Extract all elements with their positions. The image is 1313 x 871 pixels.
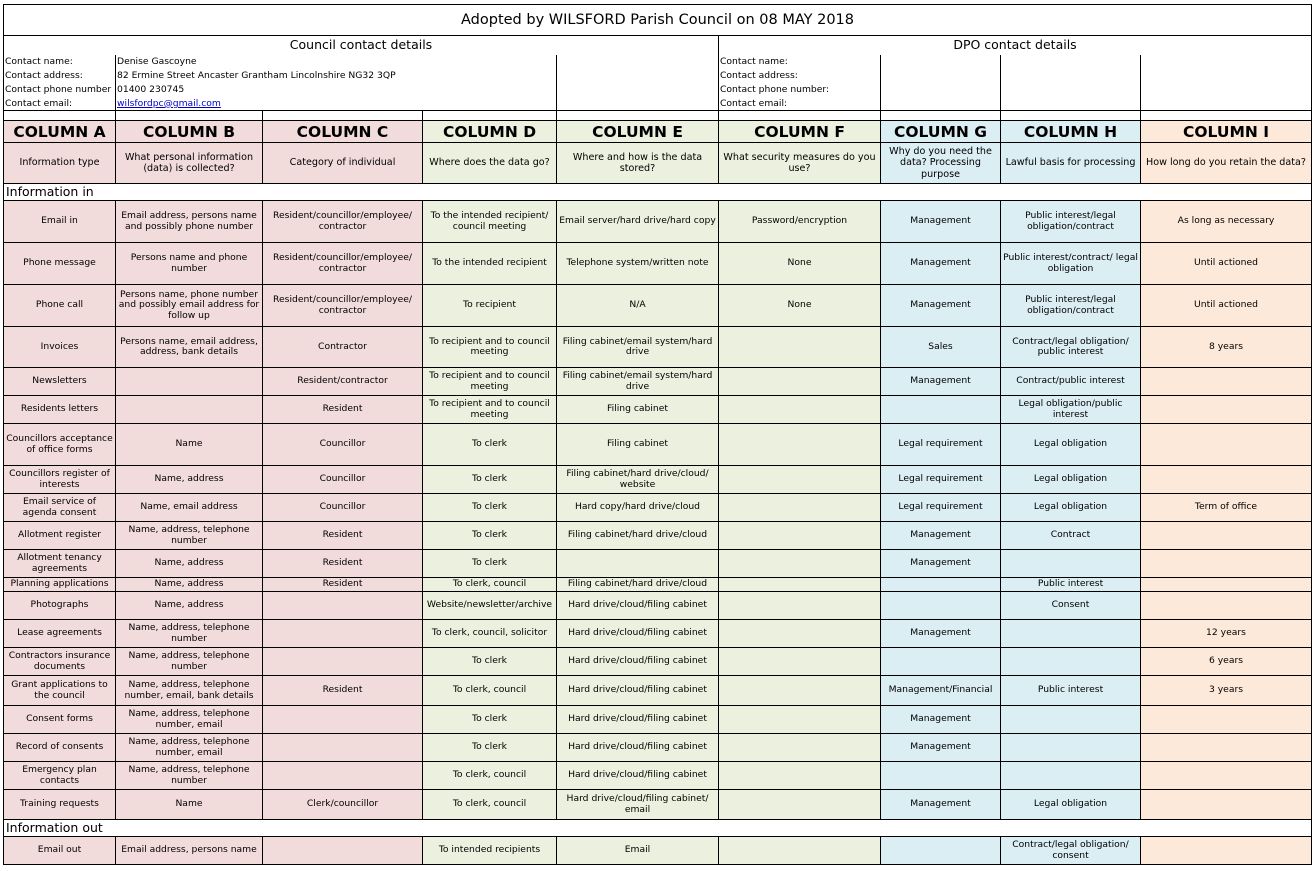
table-cell[interactable]: Resident (263, 522, 423, 550)
table-row (4, 762, 1312, 790)
table-cell[interactable]: Allotment tenancy agreements (4, 550, 116, 578)
table-cell[interactable]: Record of consents (4, 734, 116, 762)
table-cell[interactable]: Email service of agenda consent (4, 494, 116, 522)
table-cell[interactable]: Until actioned (1141, 285, 1312, 327)
table-cell[interactable]: Contractor (263, 327, 423, 368)
table-cell[interactable]: Legal requirement (881, 494, 1001, 522)
table-cell[interactable] (263, 706, 423, 734)
column-c-description: Category of individual (263, 143, 423, 184)
council-contact-label: Contact name: (4, 55, 116, 69)
column-a-header: COLUMN A (4, 121, 116, 143)
table-cell[interactable]: Name, address, telephone number (116, 762, 263, 790)
table-cell[interactable]: Email in (4, 201, 116, 243)
table-cell[interactable]: Password/encryption (719, 201, 881, 243)
table-cell[interactable] (719, 522, 881, 550)
table-cell[interactable]: Legal obligation (1001, 790, 1141, 820)
table-cell[interactable]: Planning applications (4, 578, 116, 592)
column-b-header: COLUMN B (116, 121, 263, 143)
table-cell[interactable]: 12 years (1141, 620, 1312, 648)
table-row (4, 368, 1312, 396)
column-i-description: How long do you retain the data? (1141, 143, 1312, 184)
table-cell[interactable]: Name, address, telephone number (116, 522, 263, 550)
table-cell[interactable]: Management (881, 550, 1001, 578)
table-cell[interactable] (263, 734, 423, 762)
table-cell[interactable]: Photographs (4, 592, 116, 620)
table-cell[interactable] (1001, 550, 1141, 578)
table-cell[interactable]: Name, address (116, 550, 263, 578)
council-contact-label: Contact email: (4, 97, 116, 111)
table-cell[interactable]: To clerk (423, 706, 557, 734)
table-cell[interactable] (1141, 550, 1312, 578)
table-cell[interactable]: Email address, persons name (116, 837, 263, 865)
table-cell[interactable]: Resident/councillor/employee/ contractor (263, 201, 423, 243)
table-cell[interactable]: As long as necessary (1141, 201, 1312, 243)
table-cell[interactable]: Email server/hard drive/hard copy (557, 201, 719, 243)
table-cell[interactable] (116, 368, 263, 396)
column-e-header: COLUMN E (557, 121, 719, 143)
table-cell[interactable]: Resident (263, 396, 423, 424)
table-cell[interactable]: Legal obligation/public interest (1001, 396, 1141, 424)
table-cell[interactable]: Councillors acceptance of office forms (4, 424, 116, 466)
table-cell[interactable] (1001, 620, 1141, 648)
table-cell[interactable] (719, 466, 881, 494)
table-row (4, 243, 1312, 285)
table-cell[interactable]: Name, address, telephone number (116, 620, 263, 648)
table-cell[interactable] (263, 648, 423, 676)
column-d-header: COLUMN D (423, 121, 557, 143)
table-cell[interactable] (1141, 522, 1312, 550)
section-information-out: Information out (4, 820, 1312, 837)
table-cell[interactable]: Public interest (1001, 676, 1141, 706)
table-cell[interactable]: Name, address, telephone number, email (116, 734, 263, 762)
column-f-description: What security measures do you use? (719, 143, 881, 184)
column-f-header: COLUMN F (719, 121, 881, 143)
table-cell[interactable]: Email address, persons name and possibly phone number (116, 201, 263, 243)
table-cell[interactable]: Legal obligation (1001, 424, 1141, 466)
table-row (4, 285, 1312, 327)
table-cell[interactable]: Contract/public interest (1001, 368, 1141, 396)
table-cell[interactable] (719, 578, 881, 592)
table-cell[interactable]: To clerk, council (423, 578, 557, 592)
table-cell[interactable]: To the intended recipient/ council meeting (423, 201, 557, 243)
council-contact-value[interactable]: Denise Gascoyne (116, 55, 423, 69)
table-cell[interactable] (1141, 837, 1312, 865)
table-cell[interactable]: Councillor (263, 466, 423, 494)
table-row (4, 396, 1312, 424)
table-cell[interactable]: None (719, 285, 881, 327)
table-row (4, 201, 1312, 243)
table-cell[interactable]: Sales (881, 327, 1001, 368)
data-audit-sheet (3, 4, 1312, 865)
table-cell[interactable]: To recipient and to council meeting (423, 368, 557, 396)
table-cell[interactable] (263, 620, 423, 648)
table-cell[interactable]: To clerk (423, 424, 557, 466)
table-cell[interactable]: Resident/councillor/employee/ contractor (263, 243, 423, 285)
table-cell[interactable]: To recipient (423, 285, 557, 327)
table-cell[interactable]: Public interest (1001, 578, 1141, 592)
table-cell[interactable]: 3 years (1141, 676, 1312, 706)
column-c-header: COLUMN C (263, 121, 423, 143)
table-cell[interactable] (1141, 790, 1312, 820)
dpo-contact-label: Contact phone number: (719, 83, 881, 97)
table-row (4, 522, 1312, 550)
table-cell[interactable]: Residents letters (4, 396, 116, 424)
table-cell[interactable]: Consent (1001, 592, 1141, 620)
column-h-header: COLUMN H (1001, 121, 1141, 143)
table-cell[interactable] (1141, 396, 1312, 424)
table-cell[interactable] (719, 762, 881, 790)
table-cell[interactable]: Public interest/legal obligation/contract (1001, 285, 1141, 327)
table-cell[interactable]: Clerk/councillor (263, 790, 423, 820)
table-cell[interactable] (719, 550, 881, 578)
column-e-description: Where and how is the data stored? (557, 143, 719, 184)
table-cell[interactable] (263, 837, 423, 865)
table-cell[interactable]: Contract (1001, 522, 1141, 550)
table-cell[interactable] (881, 396, 1001, 424)
table-row (4, 620, 1312, 648)
table-cell[interactable]: Hard copy/hard drive/cloud (557, 494, 719, 522)
table-cell[interactable]: Consent forms (4, 706, 116, 734)
table-cell[interactable]: Councillor (263, 424, 423, 466)
table-cell[interactable] (719, 676, 881, 706)
table-cell[interactable]: To clerk, council (423, 790, 557, 820)
table-cell[interactable] (881, 648, 1001, 676)
table-cell[interactable] (1141, 368, 1312, 396)
table-cell[interactable]: Website/newsletter/archive (423, 592, 557, 620)
table-cell[interactable]: To intended recipients (423, 837, 557, 865)
table-cell[interactable]: Filing cabinet/email system/hard drive (557, 368, 719, 396)
table-cell[interactable]: Name, address, telephone number (116, 648, 263, 676)
table-cell[interactable]: Hard drive/cloud/filing cabinet (557, 734, 719, 762)
table-cell[interactable]: Hard drive/cloud/filing cabinet (557, 648, 719, 676)
table-cell[interactable]: Management (881, 734, 1001, 762)
table-cell[interactable]: Lease agreements (4, 620, 116, 648)
table-cell[interactable] (1141, 466, 1312, 494)
table-cell[interactable]: None (719, 243, 881, 285)
page-title: Adopted by WILSFORD Parish Council on 08 MAY 2018 (4, 5, 1312, 36)
table-cell[interactable]: Training requests (4, 790, 116, 820)
council-contact-label: Contact phone number (4, 83, 116, 97)
table-cell[interactable]: Resident (263, 578, 423, 592)
table-row (4, 424, 1312, 466)
table-cell[interactable]: Name, address, telephone number, email (116, 706, 263, 734)
table-cell[interactable]: Management (881, 201, 1001, 243)
table-cell[interactable] (719, 396, 881, 424)
table-cell[interactable]: Councillor (263, 494, 423, 522)
dpo-contact-label: Contact address: (719, 69, 881, 83)
table-cell[interactable]: Legal obligation (1001, 494, 1141, 522)
table-cell[interactable]: Management (881, 285, 1001, 327)
table-cell[interactable]: Name, address (116, 466, 263, 494)
table-cell[interactable] (719, 734, 881, 762)
table-cell[interactable]: To recipient and to council meeting (423, 327, 557, 368)
table-cell[interactable]: Public interest/legal obligation/contract (1001, 201, 1141, 243)
table-cell[interactable] (263, 762, 423, 790)
table-cell[interactable]: Filing cabinet (557, 396, 719, 424)
table-cell[interactable]: To clerk (423, 734, 557, 762)
table-cell[interactable] (1141, 578, 1312, 592)
table-cell[interactable] (1141, 762, 1312, 790)
table-cell[interactable]: Management (881, 790, 1001, 820)
table-cell[interactable] (719, 648, 881, 676)
table-cell[interactable]: Hard drive/cloud/filing cabinet (557, 676, 719, 706)
table-cell[interactable]: To clerk (423, 648, 557, 676)
table-row (4, 706, 1312, 734)
table-cell[interactable]: To clerk, council (423, 676, 557, 706)
table-cell[interactable] (719, 837, 881, 865)
table-cell[interactable]: Hard drive/cloud/filing cabinet (557, 592, 719, 620)
table-cell[interactable]: To clerk (423, 494, 557, 522)
table-cell[interactable]: 8 years (1141, 327, 1312, 368)
table-cell[interactable] (881, 762, 1001, 790)
column-i-header: COLUMN I (1141, 121, 1312, 143)
table-cell[interactable]: Phone call (4, 285, 116, 327)
table-cell[interactable] (719, 494, 881, 522)
table-cell[interactable]: Management (881, 368, 1001, 396)
table-cell[interactable]: Resident (263, 676, 423, 706)
table-cell[interactable]: Name (116, 424, 263, 466)
council-contact-value[interactable]: 01400 230745 (116, 83, 423, 97)
table-row (4, 676, 1312, 706)
table-cell[interactable]: Legal obligation (1001, 466, 1141, 494)
section-information-in: Information in (4, 184, 1312, 201)
table-cell[interactable]: Phone message (4, 243, 116, 285)
table-cell[interactable]: Name, address, telephone number, email, bank details (116, 676, 263, 706)
table-cell[interactable]: Legal requirement (881, 424, 1001, 466)
council-contact-value[interactable]: 82 Ermine Street Ancaster Grantham Lincolnshire NG32 3QP (116, 69, 423, 83)
table-cell[interactable]: Resident/councillor/employee/ contractor (263, 285, 423, 327)
table-cell[interactable]: To clerk (423, 466, 557, 494)
table-cell[interactable] (719, 620, 881, 648)
table-cell[interactable]: Management (881, 620, 1001, 648)
sheet-body (4, 5, 1312, 865)
table-cell[interactable]: Legal requirement (881, 466, 1001, 494)
table-cell[interactable]: 6 years (1141, 648, 1312, 676)
table-cell[interactable] (1001, 762, 1141, 790)
table-cell[interactable] (881, 578, 1001, 592)
table-cell[interactable] (719, 790, 881, 820)
table-cell[interactable] (719, 424, 881, 466)
table-cell[interactable] (1001, 734, 1141, 762)
table-cell[interactable]: Term of office (1141, 494, 1312, 522)
table-cell[interactable]: Hard drive/cloud/filing cabinet (557, 706, 719, 734)
table-cell[interactable] (719, 592, 881, 620)
table-cell[interactable] (1141, 706, 1312, 734)
table-cell[interactable]: Contractors insurance documents (4, 648, 116, 676)
table-cell[interactable]: Management (881, 243, 1001, 285)
table-cell[interactable]: To clerk, council, solicitor (423, 620, 557, 648)
table-row (4, 648, 1312, 676)
table-cell[interactable]: To clerk, council (423, 762, 557, 790)
column-a-description: Information type (4, 143, 116, 184)
table-row (4, 734, 1312, 762)
table-cell[interactable]: Emergency plan contacts (4, 762, 116, 790)
dpo-contact-label: Contact name: (719, 55, 881, 69)
table-cell[interactable]: To recipient and to council meeting (423, 396, 557, 424)
table-cell[interactable] (881, 837, 1001, 865)
column-g-header: COLUMN G (881, 121, 1001, 143)
table-cell[interactable]: Name (116, 790, 263, 820)
table-cell[interactable] (719, 327, 881, 368)
table-cell[interactable]: Management/Financial (881, 676, 1001, 706)
column-d-description: Where does the data go? (423, 143, 557, 184)
table-cell[interactable] (557, 550, 719, 578)
table-cell[interactable] (263, 592, 423, 620)
table-cell[interactable]: Filing cabinet/hard drive/cloud (557, 522, 719, 550)
table-cell[interactable]: N/A (557, 285, 719, 327)
table-cell[interactable]: Persons name and phone number (116, 243, 263, 285)
table-cell[interactable]: Management (881, 522, 1001, 550)
council-contact-label: Contact address: (4, 69, 116, 83)
table-cell[interactable] (1141, 592, 1312, 620)
table-row (4, 550, 1312, 578)
table-cell[interactable]: To the intended recipient (423, 243, 557, 285)
table-cell[interactable]: Contract/legal obligation/ consent (1001, 837, 1141, 865)
table-cell[interactable] (719, 368, 881, 396)
column-h-description: Lawful basis for processing (1001, 143, 1141, 184)
table-cell[interactable]: Persons name, email address, address, bank details (116, 327, 263, 368)
table-cell[interactable] (116, 396, 263, 424)
table-cell[interactable]: Hard drive/cloud/filing cabinet (557, 620, 719, 648)
table-cell[interactable]: Filing cabinet (557, 424, 719, 466)
table-cell[interactable] (1001, 706, 1141, 734)
table-cell[interactable]: Contract/legal obligation/ public interest (1001, 327, 1141, 368)
table-cell[interactable]: Hard drive/cloud/filing cabinet (557, 762, 719, 790)
table-cell[interactable] (719, 706, 881, 734)
council-contact-heading: Council contact details (4, 36, 719, 55)
table-cell[interactable]: Public interest/contract/ legal obligation (1001, 243, 1141, 285)
table-cell[interactable]: To clerk (423, 522, 557, 550)
table-row (4, 327, 1312, 368)
table-cell[interactable]: Email (557, 837, 719, 865)
table-cell[interactable]: Hard drive/cloud/filing cabinet/ email (557, 790, 719, 820)
table-cell[interactable]: To clerk (423, 550, 557, 578)
table-cell[interactable]: Filing cabinet/hard drive/cloud/ website (557, 466, 719, 494)
table-cell[interactable] (1001, 648, 1141, 676)
table-cell[interactable]: Councillors register of interests (4, 466, 116, 494)
table-row (4, 578, 1312, 592)
table-cell[interactable]: Until actioned (1141, 243, 1312, 285)
dpo-contact-label: Contact email: (719, 97, 881, 111)
table-row (4, 466, 1312, 494)
table-cell[interactable]: Resident (263, 550, 423, 578)
table-cell[interactable]: Name, address (116, 578, 263, 592)
dpo-contact-heading: DPO contact details (719, 36, 1312, 55)
table-cell[interactable]: Filing cabinet/hard drive/cloud (557, 578, 719, 592)
table-cell[interactable]: Invoices (4, 327, 116, 368)
table-cell[interactable]: Resident/contractor (263, 368, 423, 396)
table-cell[interactable]: Management (881, 706, 1001, 734)
table-cell[interactable] (1141, 424, 1312, 466)
table-cell[interactable]: Newsletters (4, 368, 116, 396)
table-cell[interactable] (881, 592, 1001, 620)
table-cell[interactable]: Email out (4, 837, 116, 865)
table-cell[interactable]: Name, email address (116, 494, 263, 522)
table-cell[interactable]: Name, address (116, 592, 263, 620)
table-row (4, 837, 1312, 865)
table-cell[interactable]: Grant applications to the council (4, 676, 116, 706)
table-row (4, 592, 1312, 620)
table-row (4, 494, 1312, 522)
table-row (4, 790, 1312, 820)
table-cell[interactable] (1141, 734, 1312, 762)
council-email-link[interactable]: wilsfordpc@gmail.com (117, 97, 221, 109)
table-cell[interactable]: Persons name, phone number and possibly email address for follow up (116, 285, 263, 327)
table-cell[interactable]: Allotment register (4, 522, 116, 550)
table-cell[interactable]: Telephone system/written note (557, 243, 719, 285)
column-g-description: Why do you need the data? Processing purpose (881, 143, 1001, 184)
column-b-description: What personal information (data) is collected? (116, 143, 263, 184)
table-cell[interactable]: Filing cabinet/email system/hard drive (557, 327, 719, 368)
